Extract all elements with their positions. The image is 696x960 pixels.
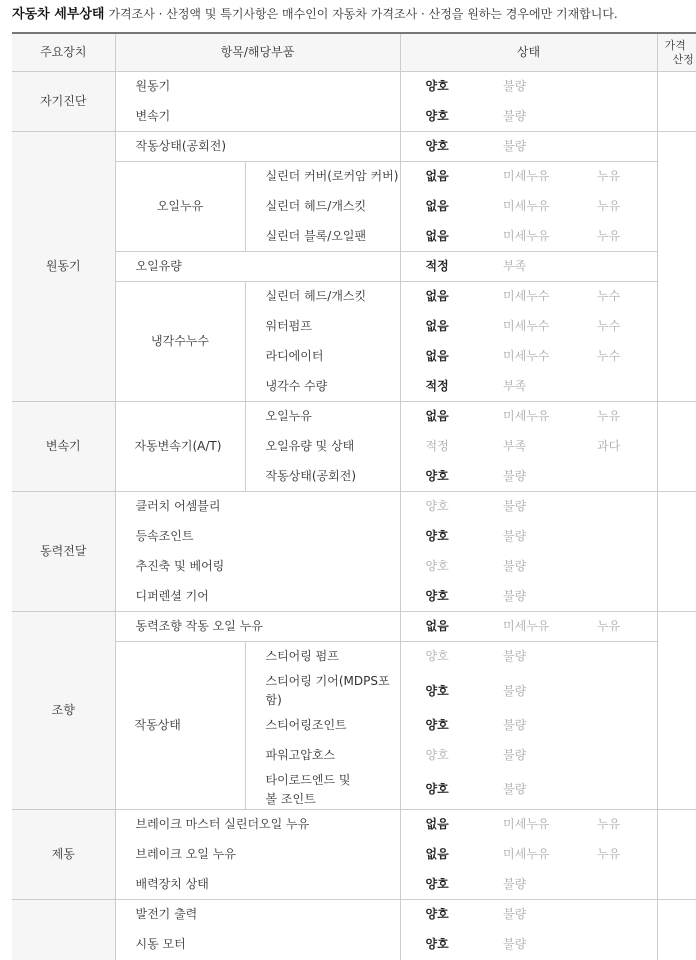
table-row — [12, 252, 696, 282]
item-label: 냉각수 수량 — [265, 378, 328, 393]
status-option: 양호 — [425, 937, 449, 951]
status-option: 불량 — [503, 468, 527, 483]
vehicle-detail-table — [12, 32, 696, 960]
status-option: 불량 — [503, 79, 527, 94]
item-label: 발전기 출력 — [135, 907, 198, 922]
item-label: 실린더 커버(로커암 커버) — [265, 169, 399, 184]
group-engine: 원동기 — [12, 132, 115, 402]
table-row — [12, 582, 696, 612]
item-label: 자동변속기(A/T) — [115, 402, 245, 492]
status-option: 불량 — [503, 748, 527, 762]
item-label: 스티어링조인트 — [265, 718, 347, 732]
status-option: 미세누유 — [503, 619, 550, 633]
item-label: 실린더 헤드/개스킷 — [265, 199, 367, 213]
status-option: 불량 — [503, 588, 527, 603]
status-option: 불량 — [503, 499, 527, 514]
status-option: 미세누수 — [503, 349, 550, 363]
status-option: 부족 — [503, 439, 527, 453]
item-label: 시동 모터 — [135, 937, 186, 951]
status-option: 불량 — [503, 649, 527, 664]
item-label: 브레이크 마스터 실린더오일 누유 — [135, 817, 310, 832]
header-main-device: 주요장치 — [12, 33, 115, 72]
item-label: 동력조향 작동 오일 누유 — [135, 619, 263, 633]
item-label: 클러치 어셈블리 — [135, 499, 221, 514]
table-row — [12, 492, 696, 522]
item-label: 워터펌프 — [265, 319, 312, 333]
header-price: 가격 산정 — [657, 33, 696, 72]
item-label: 냉각수누수 — [115, 282, 245, 402]
group-transmission: 변속기 — [12, 402, 115, 492]
status-option: 없음 — [425, 228, 449, 243]
status-option: 불량 — [503, 782, 527, 797]
status-option: 누유 — [597, 619, 621, 633]
status-option: 미세누유 — [503, 169, 550, 184]
table-row — [12, 840, 696, 870]
status-option: 불량 — [503, 907, 527, 922]
item-label: 배력장치 상태 — [135, 876, 209, 891]
status-option: 미세누유 — [503, 409, 550, 424]
status-option: 미세누유 — [503, 847, 550, 861]
section-description: 가격조사 · 산정액 및 특기사항은 매수인이 자동차 가격조사 · 산정을 원하는 경우에만 기재합니다. — [108, 7, 618, 21]
header-item: 항목/해당부품 — [115, 33, 400, 72]
status-option: 누유 — [597, 847, 621, 861]
item-label: 작동상태(공회전) — [135, 139, 227, 153]
status-option: 없음 — [425, 319, 449, 333]
table-row — [12, 612, 696, 642]
status-option: 불량 — [503, 718, 527, 732]
group-brake: 제동 — [12, 810, 115, 900]
item-label: 실린더 헤드/개스킷 — [265, 289, 367, 304]
status-option: 누수 — [597, 349, 621, 363]
item-label: 작동상태(공회전) — [265, 468, 357, 483]
table-row — [12, 870, 696, 900]
status-option: 적정 — [425, 378, 449, 393]
item-label: 오일누유 — [115, 162, 245, 252]
status-option: 양호 — [425, 683, 449, 698]
item-label: 스티어링 펌프 — [265, 649, 339, 664]
status-option: 없음 — [425, 169, 449, 184]
status-option: 없음 — [425, 349, 449, 363]
status-option: 부족 — [503, 259, 527, 273]
status-option: 미세누수 — [503, 289, 550, 304]
item-label: 파워고압호스 — [265, 748, 336, 762]
group-power-transfer: 동력전달 — [12, 492, 115, 612]
table-row — [12, 552, 696, 582]
group-steering: 조향 — [12, 612, 115, 810]
table-row — [12, 402, 696, 432]
status-option: 미세누유 — [503, 199, 550, 213]
status-option: 양호 — [425, 782, 449, 797]
status-option: 양호 — [425, 748, 449, 762]
status-option: 불량 — [503, 876, 527, 891]
status-option: 미세누수 — [503, 319, 550, 333]
status-option: 미세누유 — [503, 817, 550, 832]
status-option: 양호 — [425, 876, 449, 891]
status-option: 적정 — [425, 439, 449, 453]
status-option: 누수 — [597, 289, 621, 304]
status-option: 양호 — [425, 108, 449, 123]
table-row — [12, 810, 696, 840]
table-row — [12, 900, 696, 930]
item-label: 타이로드엔드 및 볼 조인트 — [265, 772, 351, 806]
status-option: 없음 — [425, 409, 449, 424]
header-status: 상태 — [400, 33, 657, 72]
status-option: 양호 — [425, 139, 449, 153]
status-option: 누유 — [597, 817, 621, 832]
status-option: 누유 — [597, 199, 621, 213]
table-row — [12, 930, 696, 960]
status-option: 없음 — [425, 817, 449, 832]
status-option: 없음 — [425, 199, 449, 213]
item-label: 오일유량 — [135, 259, 182, 273]
status-option: 불량 — [503, 937, 527, 951]
status-option: 불량 — [503, 139, 527, 153]
status-option: 불량 — [503, 683, 527, 698]
item-label: 등속조인트 — [135, 529, 194, 543]
status-option: 부족 — [503, 378, 527, 393]
status-option: 양호 — [425, 907, 449, 922]
status-option: 양호 — [425, 649, 449, 664]
status-option: 불량 — [503, 108, 527, 123]
status-option: 양호 — [425, 529, 449, 543]
item-label: 브레이크 오일 누유 — [135, 847, 236, 861]
table-header-row — [12, 33, 696, 72]
table-row — [12, 642, 696, 672]
item-label: 오일유량 및 상태 — [265, 439, 355, 453]
table-row — [12, 282, 696, 312]
status-option: 없음 — [425, 847, 449, 861]
status-option: 양호 — [425, 79, 449, 94]
section-title: 자동차 세부상태 — [12, 7, 105, 22]
table-row — [12, 522, 696, 552]
table-row — [12, 132, 696, 162]
item-label: 디퍼렌셜 기어 — [135, 588, 209, 603]
item-label: 스티어링 기어(MDPS포 함) — [265, 674, 390, 707]
status-option: 양호 — [425, 718, 449, 732]
status-option: 불량 — [503, 559, 527, 573]
status-option: 양호 — [425, 468, 449, 483]
item-label: 라디에이터 — [265, 349, 324, 363]
item-label: 원동기 — [135, 79, 171, 94]
status-option: 없음 — [425, 619, 449, 633]
item-label: 작동상태 — [115, 642, 245, 810]
status-option: 양호 — [425, 588, 449, 603]
status-option: 적정 — [425, 259, 449, 273]
item-label: 오일누유 — [265, 409, 312, 424]
group-self-diagnosis: 자기진단 — [12, 72, 115, 132]
status-option: 과다 — [597, 439, 621, 453]
item-label: 변속기 — [135, 108, 171, 123]
section-caption — [12, 3, 618, 22]
table-row — [12, 72, 696, 102]
status-option: 미세누유 — [503, 228, 550, 243]
table-row — [12, 162, 696, 192]
table-row — [12, 102, 696, 132]
status-option: 누수 — [597, 319, 621, 333]
status-option: 불량 — [503, 529, 527, 543]
status-option: 없음 — [425, 289, 449, 304]
status-option: 양호 — [425, 559, 449, 573]
status-option: 누유 — [597, 169, 621, 184]
status-option: 양호 — [425, 499, 449, 514]
item-label: 실린더 블록/오일팬 — [265, 228, 367, 243]
item-label: 추진축 및 베어링 — [135, 559, 225, 573]
status-option: 누유 — [597, 409, 621, 424]
group-electrical — [12, 900, 115, 960]
status-option: 누유 — [597, 228, 621, 243]
